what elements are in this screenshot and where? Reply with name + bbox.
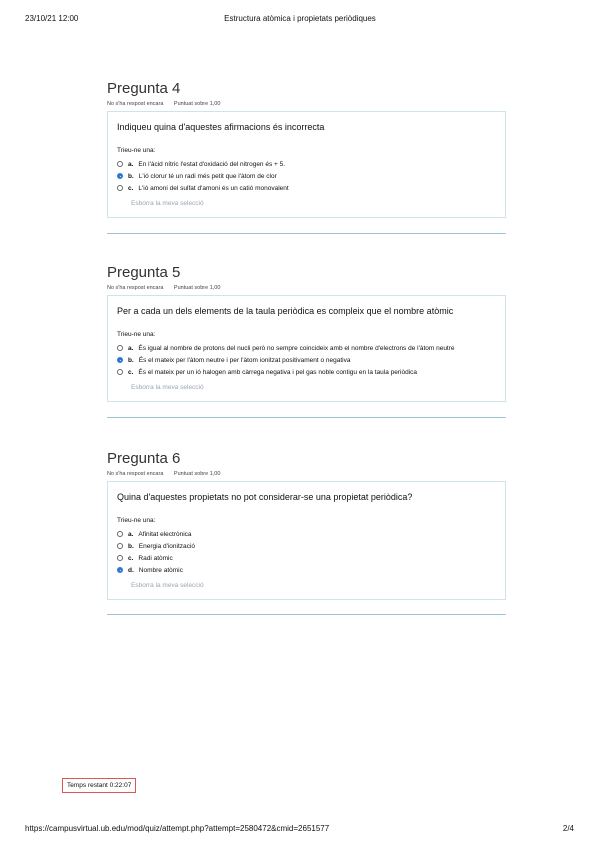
option-text: Energia d'ionització [138, 542, 195, 550]
radio-button[interactable] [117, 531, 123, 537]
answer-option-c[interactable] [117, 552, 496, 564]
question-text: Indiqueu quina d'aquestes afirmacions és incorrecta [117, 122, 325, 132]
question-content [107, 481, 506, 600]
radio-button[interactable] [117, 345, 123, 351]
option-text: L'ió amoni del sulfat d'amoni és un catió monovalent [138, 184, 289, 192]
radio-button[interactable] [117, 369, 123, 375]
question-title: Pregunta 4 [107, 80, 181, 97]
answer-option-b[interactable] [117, 540, 496, 552]
option-letter: a. [128, 530, 134, 538]
radio-button[interactable] [117, 185, 123, 191]
option-letter: c. [128, 554, 134, 562]
question-4 [107, 80, 506, 218]
radio-button[interactable] [117, 161, 123, 167]
question-info [107, 471, 506, 477]
option-text: És el mateix per un ió halogen amb càrrega negativa i pel gas noble contigu en la taula periòdica [138, 368, 418, 376]
radio-button-selected[interactable] [117, 357, 123, 363]
answer-option-a[interactable] [117, 528, 496, 540]
option-letter: d. [128, 566, 134, 574]
page-url: https://campusvirtual.ub.edu/mod/quiz/attempt.php?attempt=2580472&cmid=2651577 [25, 824, 330, 833]
question-separator [107, 417, 506, 418]
question-info [107, 285, 506, 291]
option-text: Nombre atòmic [138, 566, 183, 574]
document-title: Estructura atòmica i propietats periòdiques [224, 14, 376, 23]
clear-selection-link[interactable]: Esborra la meva selecció [131, 582, 204, 589]
question-content [107, 111, 506, 218]
answer-option-c[interactable] [117, 366, 496, 378]
question-status: No s'ha respost encara [107, 101, 164, 107]
print-datetime: 23/10/21 12:00 [25, 14, 79, 23]
answer-option-c[interactable] [117, 182, 496, 194]
option-text: L'ió clorur té un radi més petit que l'àtom de clor [138, 172, 277, 180]
clear-selection-link[interactable]: Esborra la meva selecció [131, 200, 204, 207]
option-text: Radi atòmic [138, 554, 173, 562]
answer-option-a[interactable] [117, 158, 496, 170]
question-text: Quina d'aquestes propietats no pot considerar-se una propietat periòdica? [117, 492, 413, 502]
option-letter: b. [128, 172, 134, 180]
radio-button-selected[interactable] [117, 567, 123, 573]
option-letter: b. [128, 542, 134, 550]
option-text: És el mateix per l'àtom neutre i per l'àtom ionitzat positivament o negativa [138, 356, 351, 364]
question-status: No s'ha respost encara [107, 285, 164, 291]
answer-option-b[interactable] [117, 354, 496, 366]
question-5 [107, 264, 506, 402]
option-letter: a. [128, 344, 134, 352]
time-remaining-badge: Temps restant 0:22:07 [62, 778, 136, 793]
option-text: En l'àcid nítric l'estat d'oxidació del nitrogen és + 5. [138, 160, 286, 168]
option-letter: c. [128, 368, 134, 376]
radio-button-selected[interactable] [117, 173, 123, 179]
answer-option-d[interactable] [117, 564, 496, 576]
option-letter: a. [128, 160, 134, 168]
question-points: Puntuat sobre 1,00 [173, 285, 221, 291]
answer-option-b[interactable] [117, 170, 496, 182]
option-text: Afinitat electrònica [138, 530, 192, 538]
question-separator [107, 614, 506, 615]
option-letter: c. [128, 184, 134, 192]
option-letter: b. [128, 356, 134, 364]
question-separator [107, 233, 506, 234]
radio-button[interactable] [117, 543, 123, 549]
choose-label: Trieu-ne una: [117, 147, 156, 154]
question-title: Pregunta 5 [107, 264, 181, 281]
question-content [107, 295, 506, 402]
question-info [107, 101, 506, 107]
question-points: Puntuat sobre 1,00 [173, 471, 221, 477]
question-title: Pregunta 6 [107, 450, 181, 467]
choose-label: Trieu-ne una: [117, 517, 156, 524]
question-points: Puntuat sobre 1,00 [173, 101, 221, 107]
choose-label: Trieu-ne una: [117, 331, 156, 338]
clear-selection-link[interactable]: Esborra la meva selecció [131, 384, 204, 391]
radio-button[interactable] [117, 555, 123, 561]
answer-option-a[interactable] [117, 342, 496, 354]
page-number: 2/4 [562, 824, 574, 833]
question-text: Per a cada un dels elements de la taula periòdica es compleix que el nombre atòmic [117, 306, 454, 316]
question-6 [107, 450, 506, 600]
question-status: No s'ha respost encara [107, 471, 164, 477]
option-text: És igual al nombre de protons del nucli però no sempre coincideix amb el nombre d'electrons de l'àtom neutre [138, 344, 455, 352]
